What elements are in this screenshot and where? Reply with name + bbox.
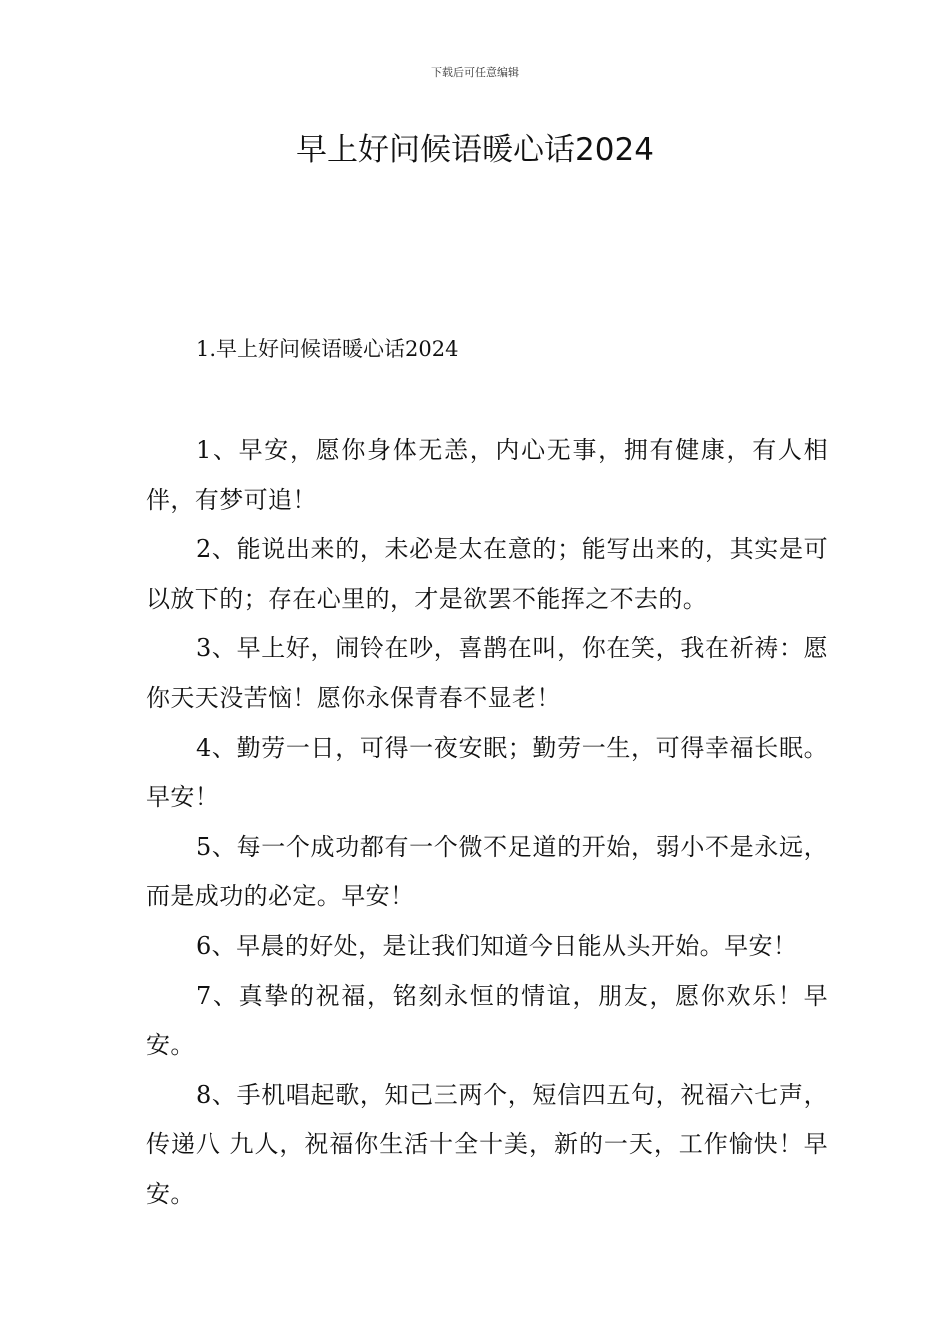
paragraph-4: 4、勤劳一日，可得一夜安眠；勤劳一生，可得幸福长眠。早安！ xyxy=(146,733,828,812)
paragraph-1: 1、早安，愿你身体无恙，内心无事，拥有健康，有人相伴，有梦可追！ xyxy=(146,436,828,514)
header-note: 下载后可任意编辑 xyxy=(431,66,519,79)
paragraph-3: 3、早上好，闹铃在吵，喜鹊在叫，你在笑，我在祈祷：愿你天天没苦恼！愿你永保青春不显老！ xyxy=(146,634,828,712)
document-title: 早上好问候语暖心话2024 xyxy=(296,132,654,168)
paragraph-7: 7、真挚的祝福，铭刻永恒的情谊，朋友，愿你欢乐！早安。 xyxy=(146,981,828,1060)
paragraph-8: 8、手机唱起歌，知己三两个，短信四五句，祝福六七声，传递八 九人，祝福你生活十全十美，新的一天，工作愉快！早安。 xyxy=(146,1080,828,1208)
paragraph-2: 2、能说出来的，未必是太在意的；能写出来的，其实是可以放下的；存在心里的，才是欲罢不能挥之不去的。 xyxy=(146,535,828,613)
paragraph-6: 6、早晨的好处，是让我们知道今日能从头开始。早安！ xyxy=(196,931,798,960)
document-body xyxy=(146,426,828,1220)
paragraph-5: 5、每一个成功都有一个微不足道的开始，弱小不是永远，而是成功的必定。早安！ xyxy=(146,832,828,911)
section-heading: 1.早上好问候语暖心话2024 xyxy=(196,337,459,361)
